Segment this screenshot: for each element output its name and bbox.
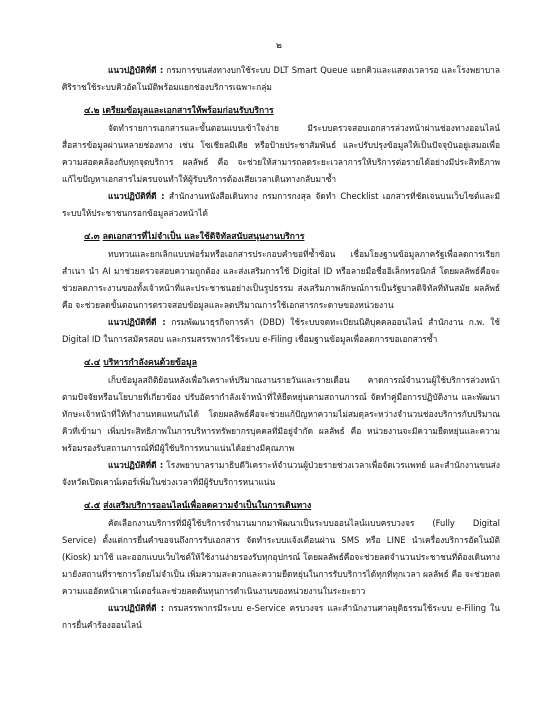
section-guideline [62,600,500,634]
section-body: ทบทวนและยกเลิกแบบฟอร์มหรือเอกสารประกอบคำขอที่ซ้ำซ้อน เชื่อมโยงฐานข้อมูลภาครัฐเพื่อลดการเรียกสำเนา นำ AI มาช่วยตรวจสอบความถูกต้อง และส่งเสริมการใช้ Digital ID หรือลายมือชื่ออิเล็กทรอนิกส์ โดยผลลัพธ์คือจะช่วยลดภาระงานของทั้งเจ้าหน้าที่และประชาชนอย่างเป็นรูปธรรม ส่งเสริมภาพลักษณ์การเป็นรัฐบาลดิจิทัลที่ทันสมัย ผลลัพธ์ คือ จะช่วยลดขั้นตอนการตรวจสอบข้อมูลและลดปริมาณการใช้เอกสารกระดาษของหน่วยงาน [62,249,500,310]
section-guideline [62,188,500,222]
guideline-label: แนวปฏิบัติที่ดี : [108,603,165,613]
section-body: เก็บข้อมูลสถิติย้อนหลังเพื่อวิเคราะห์ปริมาณงานรายวันและรายเดือน คาดการณ์จำนวนผู้ใช้บริการล่วงหน้าตามปัจจัยหรือนโยบายที่เกี่ยวข้อง ปรับอัตรากำลังเจ้าหน้าที่ให้ยืดหยุ่นตามสถานการณ์ จัดทำคู่มือการปฏิบัติงาน และพัฒนาทักษะเจ้าหน้าที่ให้ทำงานทดแทนกันได้ โดยผลลัพธ์คือจะช่วยแก้ปัญหาความไม่สมดุลระหว่างจำนวนช่องบริการกับปริมาณคิวที่เข้ามา เพิ่มประสิทธิภาพในการบริหารทรัพยากรบุคคลที่มีอยู่จำกัด ผลลัพธ์ คือ หน่วยงานจะมีความยืดหยุ่นและความพร้อมรองรับสถานการณ์ที่มีผู้ใช้บริการหนาแน่นได้อย่างมีคุณภาพ [62,375,500,453]
spacer [62,96,500,103]
section-body: จัดทำรายการเอกสารและขั้นตอนแบบเข้าใจง่าย มีระบบตรวจสอบเอกสารล่วงหน้าผ่านช่องทางออนไลน์ สื่อสารข้อมูลผ่านหลายช่องทาง เช่น โซเชียลมีเดีย หรือป้ายประชาสัมพันธ์ และปรับปรุงข้อมูลให้เป็นปัจจุบันอยู่เสมอเพื่อความสอดคล้องกับทุกจุดบริการ ผลลัพธ์ คือ จะช่วยให้สามารถลดระยะเวลาการให้บริการต่อรายได้อย่างมีประสิทธิภาพ แก้ไขปัญหาเอกสารไม่ครบจนทำให้ผู้รับบริการต้องเสียเวลาเดินทางกลับมาซ้ำ [62,123,500,184]
guideline-text: สำนักงานหนังสือเดินทาง กรมการกงสุล จัดทำ Checklist เอกสารที่ชัดเจนบนเว็บไซต์และมีระบบให้ประชาชนกรอกข้อมูลล่วงหน้าได้ [62,191,500,218]
guideline-label: แนวปฏิบัติที่ดี : [108,191,165,201]
section-number: ๔.๕ [84,501,101,511]
guideline-text: กรมพัฒนาธุรกิจการค้า (DBD) ใช้ระบบจดทะเบียนนิติบุคคลออนไลน์ สำนักงาน ก.พ. ใช้ Digital ID ในการสมัครสอบ และกรมสรรพากรใช้ระบบ e-Filing เชื่อมฐานข้อมูลเพื่อลดการขอเอกสารซ้ำ [62,317,500,344]
section-number: ๔.๒ [84,106,100,116]
section-heading [62,498,500,515]
section-heading [62,103,500,120]
section-title: บริหารกำลังคนด้วยข้อมูล [103,358,197,368]
spacer [62,222,500,229]
section-title: ส่งเสริมบริการออนไลน์เพื่อลดความจำเป็นในการเดินทาง [103,501,312,511]
guideline-label: แนวปฏิบัติที่ดี : [108,460,164,470]
spacer [62,491,500,498]
intro-guideline [62,62,500,96]
section-heading [62,229,500,246]
section-number: ๔.๔ [84,358,101,368]
spacer [62,348,500,355]
section-body: คัดเลือกงานบริการที่มีผู้ใช้บริการจำนวนมากมาพัฒนาเป็นระบบออนไลน์แบบครบวงจร (Fully Digital Service) ตั้งแต่การยื่นคำขอจนถึงการรับเอกสาร จัดทำระบบแจ้งเตือนผ่าน SMS หรือ LINE นำเครื่องบริการอัตโนมัติ (Kiosk) มาใช้ และออกแบบเว็บไซต์ให้ใช้งานง่ายรองรับทุกอุปกรณ์ โดยผลลัพธ์คือจะช่วยลดจำนวนประชาชนที่ต้องเดินทางมายังสถานที่ราชการโดยไม่จำเป็น เพิ่มความสะดวกและความยืดหยุ่นในการรับบริการได้ทุกที่ทุกเวลา ผลลัพธ์ คือ จะช่วยลดความแออัดหน้าเคาน์เตอร์และช่วยลดต้นทุนการดำเนินงานของหน่วยงานในระยะยาว [62,518,501,596]
section-heading [62,355,500,372]
page-number: ๒ [276,41,282,51]
guideline-label: แนวปฏิบัติที่ดี : [108,317,166,327]
guideline-label: แนวปฏิบัติที่ดี : [108,65,164,75]
section-guideline [62,314,500,348]
guideline-text: กรมการขนส่งทางบกใช้ระบบ DLT Smart Queue แยกคิวและแสดงเวลารอ และโรงพยาบาลศิริราชใช้ระบบคิวอัตโนมัติพร้อมแยกช่องบริการเฉพาะกลุ่ม [62,65,501,92]
section-number: ๔.๓ [84,232,100,242]
guideline-text: โรงพยาบาลรามาธิบดีวิเคราะห์จำนวนผู้ป่วยรายช่วงเวลาเพื่อจัดเวรแพทย์ และสำนักงานขนส่งจังหวัดเปิดเคาน์เตอร์เพิ่มในช่วงเวลาที่มีผู้รับบริการหนาแน่น [62,460,500,487]
section-title: เตรียมข้อมูลและเอกสารให้พร้อมก่อนรับบริการ [102,106,274,116]
document-body [62,62,500,634]
section-title: ลดเอกสารที่ไม่จำเป็น และใช้ดิจิทัลสนับสนุนงานบริการ [102,232,305,242]
guideline-text: กรมสรรพากรมีระบบ e-Service ครบวงจร และสำนักงานศาลยุติธรรมใช้ระบบ e-Filing ในการยื่นคำร้องออนไลน์ [62,603,500,630]
section-guideline [62,457,500,491]
